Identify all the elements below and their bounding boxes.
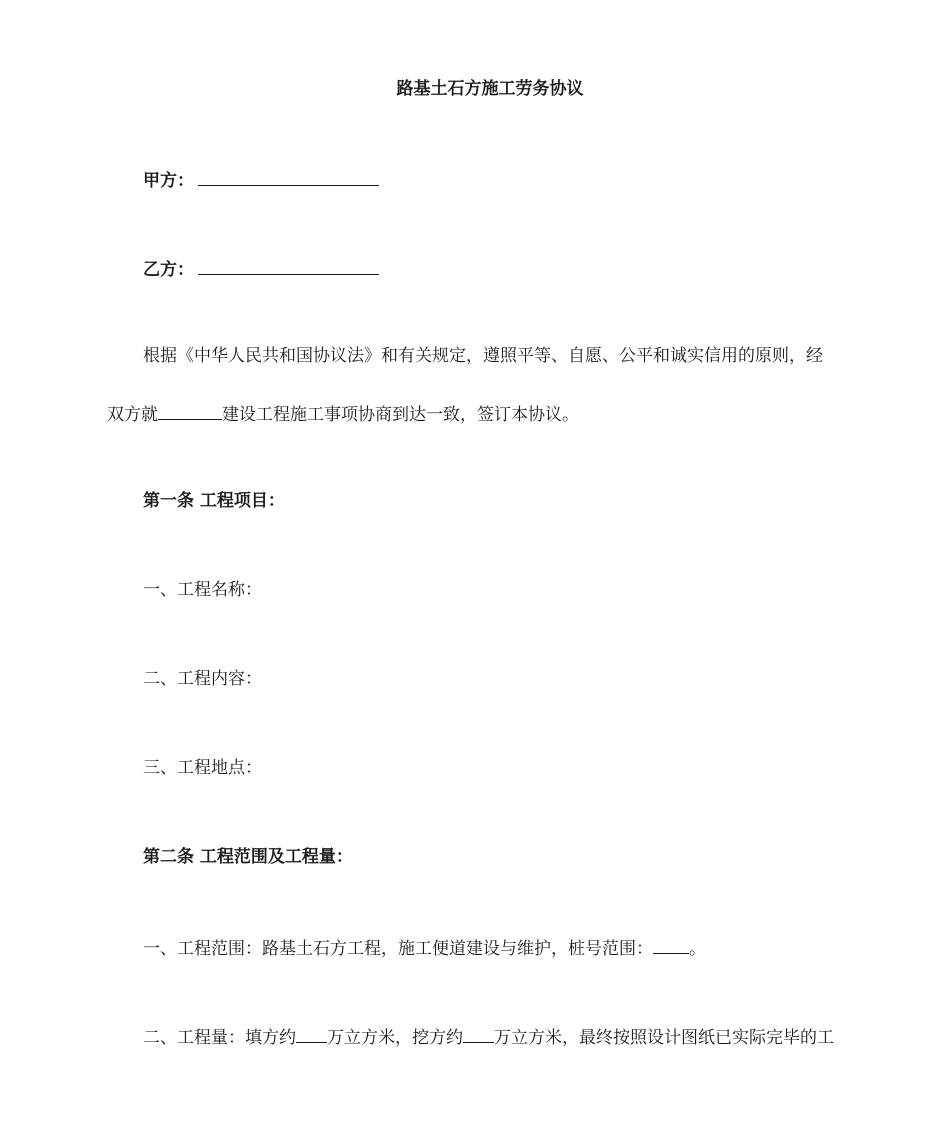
quantity-text-2: 万立方米，挖方约: [327, 1028, 463, 1048]
article-1-heading: 第一条 工程项目：: [143, 491, 285, 511]
intro-line-2-prefix: 双方就: [107, 405, 158, 425]
article-2-item-2: [143, 1024, 834, 1049]
quantity-text-3: 万立方米，最终按照设计图纸已实际完毕的工: [494, 1028, 834, 1048]
document-title: 路基土石方施工劳务协议: [396, 79, 584, 99]
intro-line-2: [107, 401, 579, 426]
party-b-blank[interactable]: [198, 256, 379, 275]
article-2-item-1: [143, 935, 706, 960]
cut-volume-blank[interactable]: [463, 1024, 494, 1043]
scope-text: 一、工程范围：路基土石方工程，施工便道建设与维护，桩号范围：: [143, 939, 653, 959]
scope-end: 。: [689, 939, 706, 959]
intro-line-2-suffix: 建设工程施工事项协商到达一致，签订本协议。: [222, 405, 579, 425]
fill-volume-blank[interactable]: [296, 1024, 327, 1043]
quantity-text-1: 二、工程量：填方约: [143, 1028, 296, 1048]
article-1-item-3: 三、工程地点：: [143, 758, 262, 778]
intro-line-1: 根据《中华人民共和国协议法》和有关规定，遵照平等、自愿、公平和诚实信用的原则，经: [143, 346, 823, 366]
party-b-line: [143, 256, 379, 281]
party-a-blank[interactable]: [198, 167, 379, 186]
party-a-line: [143, 167, 379, 192]
party-a-label: 甲方：: [143, 171, 194, 191]
stake-range-blank[interactable]: [653, 935, 689, 954]
article-1-item-1: 一、工程名称：: [143, 580, 262, 600]
party-b-label: 乙方：: [143, 260, 194, 280]
article-2-heading: 第二条 工程范围及工程量：: [143, 847, 353, 867]
article-1-item-2: 二、工程内容：: [143, 669, 262, 689]
project-blank[interactable]: [158, 401, 222, 420]
